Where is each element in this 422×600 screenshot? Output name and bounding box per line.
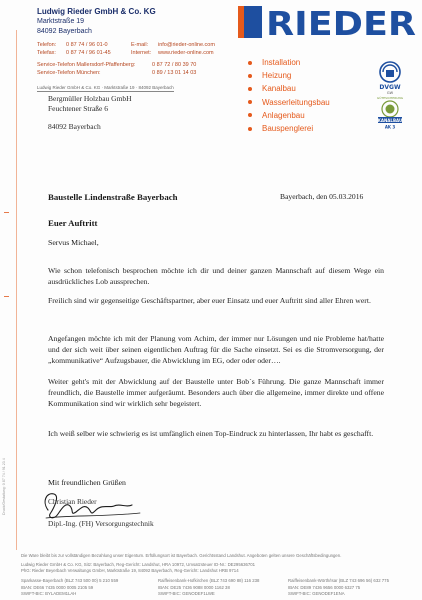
bank-line: IBAN: DE89 7436 9656 0000 6327 75 (288, 584, 361, 590)
footer-notice: Die Ware bleibt bis zur vollständigen Bezahlung unser Eigentum. Erfüllungsort ist Bayerbach. Gerichtsstand Landshut. Angeboten gelten unsere Geschäftsbedingungen. (21, 553, 342, 558)
service-label: Wasserleitungsbau (262, 97, 330, 107)
internet-value[interactable]: www.rieder-online.com (158, 50, 214, 56)
bank-line: IBAN: DE66 7435 0000 0005 2105 59 (21, 584, 94, 590)
bank-line: Raiffeisenbank-Wörth/Isar (BLZ 743 696 56) 632 775 (288, 578, 389, 583)
service-item (248, 56, 330, 69)
kanal-top-label: GÜTESICHERUNG (376, 96, 404, 100)
letter-subject: Baustelle Lindenstraße Bayerbach (48, 192, 178, 202)
service-label: Heizung (262, 71, 292, 81)
recipient-city: 84092 Bayerbach (48, 122, 101, 131)
footer-phg-line: PhG: Rieder Beyerbach Verwaltungs GmbH, Marktstraße 19, 84092 Bayerbach, Reg-Gericht: Landshut HRB 9714 (21, 568, 239, 573)
service-label: Bauspenglerei (262, 124, 314, 134)
bullet-icon (248, 127, 252, 131)
letter-paragraph: Freilich sind wir gegenseitige Geschäftspartner, aber euer Einsatz und euer Auftritt sind aller Ehren wert. (48, 296, 371, 305)
guetesicherung-kanalbau-badge-icon (375, 95, 405, 130)
bank-line: Raiffeisenbank-Hofkirchen (BLZ 743 690 88) 116 238 (158, 578, 260, 583)
dvgw-sub-label: GW (386, 91, 394, 95)
bullet-icon (248, 74, 252, 78)
letter-paragraph: Angefangen möchte ich mit der Planung vom Achim, der immer nur Lösungen und nie Probleme hat/hatte und der sich weit über seinen eigentlichen Auftrag für die Sache einsetzt. Sei es die Stromversorgung, der „kommunikative“ Aufzugsbauer, die Abwicklung im EG, oder oder oder…. (48, 334, 384, 365)
letter-title: Euer Auftritt (48, 218, 98, 228)
telefax-label: Telefax: (37, 50, 56, 56)
telefon-label: Telefon: (37, 42, 57, 48)
letter-paragraph: Wie schon telefonisch besprochen möchte ich dir und deiner ganzen Mannschaft auf diesem Wege ein ausdrückliches Lob aussprechen. (48, 266, 384, 286)
services-list (248, 56, 330, 135)
bank-raiffeisen-woerth (288, 578, 389, 598)
internet-label: Internet: (131, 50, 152, 56)
bullet-icon (248, 113, 252, 117)
dvgw-label: DVGW (379, 84, 401, 91)
logo-wordmark: RIEDER (266, 6, 416, 38)
fold-mark-bottom (4, 296, 9, 297)
letter-closing: Mit freundlichen Grüßen (48, 478, 126, 487)
bank-sparkasse (21, 578, 118, 598)
telefax-value: 0 87 74 / 96 01-45 (66, 50, 111, 56)
service-item (248, 96, 330, 109)
rieder-logo (238, 6, 416, 38)
service-phone-2-label: Service-Telefon München: (37, 70, 101, 76)
footer-company-line: Ludwig Rieder GmbH & Co. KG, Sitz: Bayerbach, Reg-Gericht: Landshut, HRA 10972, Umsatzsteuer ID-Nr.: DE295636701 (21, 562, 256, 567)
bank-line: SWIFT-BIC: GENODEF1LWE (158, 591, 215, 596)
bank-line: SWIFT-BIC: BYLADEM1LAH (21, 591, 77, 596)
email-value[interactable]: info@rieder-online.com (158, 42, 215, 48)
dvgw-badge-icon (376, 59, 404, 95)
service-phone-1-value: 0 87 72 / 80 39 70 (152, 62, 197, 68)
margin-rule (16, 30, 17, 550)
letterhead-company: Ludwig Rieder GmbH & Co. KG (37, 7, 156, 16)
service-item (248, 122, 330, 135)
print-code-vertical: Druck/Gestaltung: 0 87 74 / 91 23 4 (2, 458, 6, 515)
logo-blue-accent (244, 6, 262, 38)
telefon-value: 0 87 74 / 96 01-0 (66, 42, 108, 48)
fold-mark-top (4, 212, 9, 213)
service-item (248, 109, 330, 122)
letter-salutation: Servus Michael, (48, 238, 99, 247)
letter-date: Bayerbach, den 05.03.2016 (280, 192, 364, 201)
service-label: Anlagenbau (262, 110, 305, 120)
service-item (248, 69, 330, 82)
return-address-line: Ludwig Rieder GmbH & Co. KG · Marktstraße 19 · 84092 Bayerbach (37, 85, 174, 90)
letter-paragraph: Ich weiß selber wie schwierig es ist umfänglich einen Top-Eindruck zu hinterlassen, Ihr habt es geschafft. (48, 429, 374, 438)
bank-raiffeisen-hofkirchen (158, 578, 259, 598)
letterhead-street: Marktstraße 19 (37, 18, 85, 25)
email-label: E-mail: (131, 42, 149, 48)
service-label: Installation (262, 58, 301, 68)
letter-paragraph: Weiter geht's mit der Abwicklung auf der Baustelle unter Bob´s Führung. Die ganze Mannschaft immer freundlich, die Baustelle immer aufgeräumt. Besonders auch über die allgemeine, immer direkte und offene Kommunikation sind wir wirklich sehr begeistert. (48, 377, 384, 408)
bullet-icon (248, 61, 252, 65)
service-item (248, 82, 330, 95)
kanal-main-label: KANALBAU (377, 117, 403, 123)
kanal-sub-label: AK 3 (384, 124, 396, 130)
bank-line: IBAN: DE25 7436 9088 0000 1162 38 (158, 584, 230, 590)
bank-line: Sparkasse-Bayerbach (BLZ 743 500 00) 5 210 559 (21, 578, 119, 583)
recipient-name: Bergmüller Holzbau GmbH (48, 94, 132, 103)
service-phone-2-value: 0 89 / 13 01 14 03 (152, 70, 197, 76)
service-label: Kanalbau (262, 84, 296, 94)
bullet-icon (248, 87, 252, 91)
bank-line: SWIFT-BIC: GENODEF1ENA (288, 591, 345, 596)
service-phone-1-label: Service-Telefon Mallersdorf-Pfaffenberg: (37, 62, 136, 68)
recipient-street: Feuchtener Straße 6 (48, 104, 108, 113)
letterhead-city: 84092 Bayerbach (37, 28, 92, 35)
bullet-icon (248, 100, 252, 104)
signer-name: Christian Rieder (48, 497, 97, 506)
signer-title: Dipl.-Ing. (FH) Versorgungstechnik (48, 519, 154, 528)
